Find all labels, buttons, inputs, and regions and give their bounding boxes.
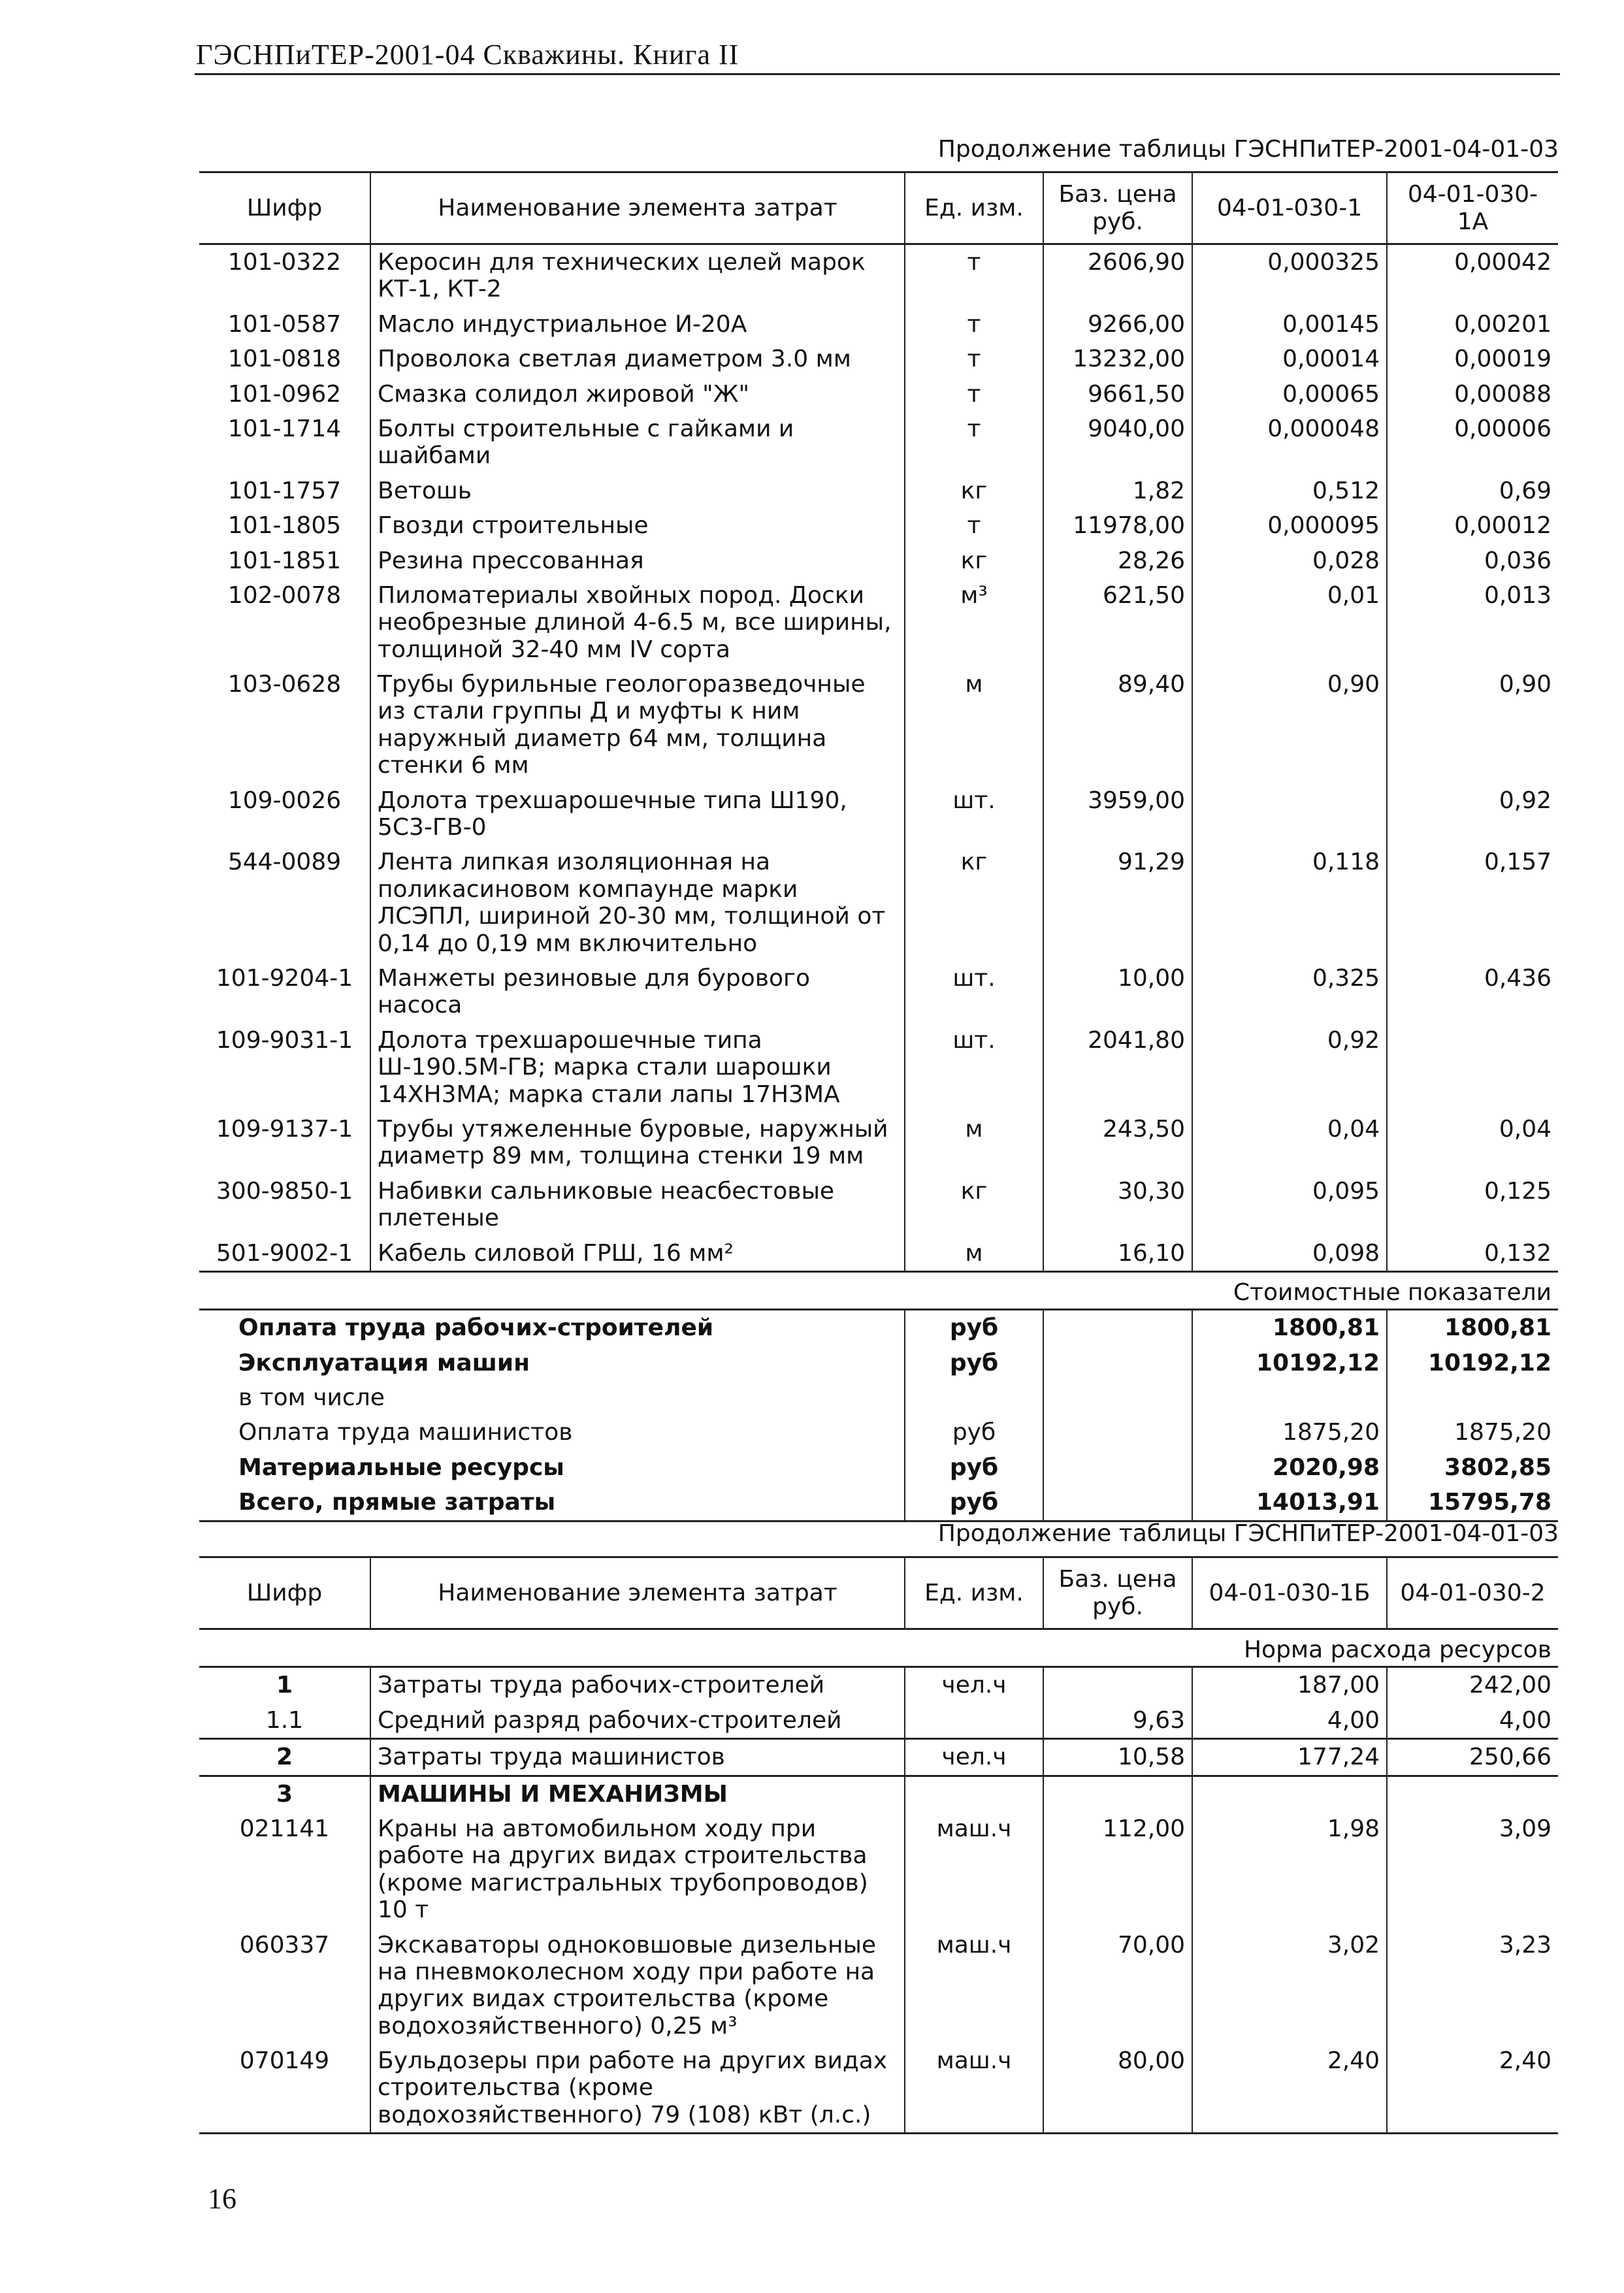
cost-value-1 xyxy=(1192,1380,1387,1415)
row-price: 243,50 xyxy=(1043,1112,1192,1174)
row-norm-2: 0,036 xyxy=(1387,544,1558,578)
cost-value-2: 1800,81 xyxy=(1387,1310,1558,1346)
row-norm-1: 0,095 xyxy=(1192,1174,1387,1236)
row-norm-2: 3,09 xyxy=(1387,1812,1558,1928)
row-code: 101-9204-1 xyxy=(216,964,353,992)
row-unit: т xyxy=(905,377,1043,412)
row-name: Трубы бурильные геологоразведочные из стали группы Д и муфты к ним наружный диаметр 64 мм, толщина стенки 6 мм xyxy=(370,667,905,783)
row-price: 2606,90 xyxy=(1043,244,1192,307)
row-name: МАШИНЫ И МЕХАНИЗМЫ xyxy=(370,1776,905,1812)
cost-unit: руб xyxy=(905,1415,1043,1450)
cost-price-empty xyxy=(1043,1485,1192,1521)
row-norm-2 xyxy=(1387,1023,1558,1112)
row-code: 103-0628 xyxy=(227,671,342,698)
table-row xyxy=(199,474,1558,508)
row-name: Резина прессованная xyxy=(370,544,905,578)
cost-value-1: 1875,20 xyxy=(1192,1415,1387,1450)
table1-header-row xyxy=(199,172,1558,244)
row-price: 112,00 xyxy=(1043,1812,1192,1928)
col-unit: Ед. изм. xyxy=(905,172,1043,244)
row-unit: т xyxy=(905,412,1043,474)
row-name: Набивки сальниковые неасбестовые плетеные xyxy=(370,1174,905,1236)
table-row xyxy=(199,1667,1558,1703)
cost-value-2 xyxy=(1387,1380,1558,1415)
row-norm-2: 0,00088 xyxy=(1387,377,1558,412)
row-name: Затраты труда машинистов xyxy=(370,1739,905,1776)
row-unit: т xyxy=(905,342,1043,376)
row-unit: м³ xyxy=(905,578,1043,667)
table-row xyxy=(199,1023,1558,1112)
row-norm-1: 0,028 xyxy=(1192,544,1387,578)
table-row xyxy=(199,578,1558,667)
cost-unit: руб xyxy=(905,1310,1043,1346)
table-row xyxy=(199,1174,1558,1236)
table-row xyxy=(199,783,1558,845)
row-unit: шт. xyxy=(905,783,1043,845)
cost-row xyxy=(199,1485,1558,1521)
row-code: 070149 xyxy=(239,2047,330,2075)
row-unit: маш.ч xyxy=(905,1812,1043,1928)
row-code: 101-0587 xyxy=(227,310,342,338)
col-norm-2: 04-01-030-2 xyxy=(1387,1557,1558,1629)
row-unit: чел.ч xyxy=(905,1739,1043,1776)
row-norm-1: 0,000095 xyxy=(1192,508,1387,543)
col-price: Баз. цена руб. xyxy=(1043,172,1192,244)
row-name: Ветошь xyxy=(370,474,905,508)
row-code: 060337 xyxy=(239,1931,330,1959)
row-unit: маш.ч xyxy=(905,1928,1043,2044)
row-norm-2: 0,00006 xyxy=(1387,412,1558,474)
row-name: Трубы утяжеленные буровые, наружный диаметр 89 мм, толщина стенки 19 мм xyxy=(370,1112,905,1174)
row-code: 101-0818 xyxy=(227,346,342,373)
row-norm-1: 0,90 xyxy=(1192,667,1387,783)
row-code: 3 xyxy=(276,1780,293,1808)
row-norm-1: 0,92 xyxy=(1192,1023,1387,1112)
cost-row xyxy=(199,1380,1558,1415)
resources-table-2 xyxy=(199,1556,1558,2134)
row-unit: м xyxy=(905,667,1043,783)
cost-unit: руб xyxy=(905,1346,1043,1380)
row-code: 109-0026 xyxy=(227,787,342,814)
table2-body xyxy=(199,1667,1558,2134)
row-norm-2: 0,013 xyxy=(1387,578,1558,667)
cost-row xyxy=(199,1415,1558,1450)
row-unit: м xyxy=(905,1112,1043,1174)
cost-row xyxy=(199,1310,1558,1346)
row-norm-2: 0,125 xyxy=(1387,1174,1558,1236)
row-norm-1: 4,00 xyxy=(1192,1703,1387,1739)
row-code: 101-1805 xyxy=(227,512,342,540)
row-price: 80,00 xyxy=(1043,2043,1192,2134)
cost-value-1: 10192,12 xyxy=(1192,1346,1387,1380)
table-row xyxy=(199,1739,1558,1776)
row-price: 13232,00 xyxy=(1043,342,1192,376)
row-norm-1: 0,00065 xyxy=(1192,377,1387,412)
row-name: Долота трехшарошечные типа Ш-190.5М-ГВ; марка стали шарошки 14ХН3МА; марка стали лапы 17Н3МА xyxy=(370,1023,905,1112)
row-norm-2: 0,157 xyxy=(1387,845,1558,961)
row-unit: т xyxy=(905,307,1043,342)
row-norm-2: 0,00019 xyxy=(1387,342,1558,376)
row-unit: шт. xyxy=(905,961,1043,1023)
table-row xyxy=(199,961,1558,1023)
row-code: 101-1851 xyxy=(227,547,342,574)
row-norm-1: 177,24 xyxy=(1192,1739,1387,1776)
row-name: Керосин для технических целей марок КТ-1, КТ-2 xyxy=(370,244,905,307)
row-norm-1 xyxy=(1192,783,1387,845)
row-code: 102-0078 xyxy=(227,581,342,609)
row-price xyxy=(1043,1776,1192,1812)
table2-continuation-label: Продолжение таблицы ГЭСНПиТЕР-2001-04-01-03 xyxy=(937,1520,1559,1547)
row-price: 10,00 xyxy=(1043,961,1192,1023)
row-unit: шт. xyxy=(905,1023,1043,1112)
row-code: 1.1 xyxy=(265,1706,304,1734)
col-unit: Ед. изм. xyxy=(905,1557,1043,1629)
row-price: 30,30 xyxy=(1043,1174,1192,1236)
row-price: 9266,00 xyxy=(1043,307,1192,342)
table-row xyxy=(199,342,1558,376)
row-norm-1: 3,02 xyxy=(1192,1928,1387,2044)
row-unit xyxy=(905,1776,1043,1812)
row-code: 300-9850-1 xyxy=(216,1177,353,1205)
header-rule xyxy=(195,73,1560,75)
cost-unit: руб xyxy=(905,1450,1043,1485)
page-header: ГЭСНПиТЕР-2001-04 Скважины. Книга II xyxy=(196,39,739,71)
row-name: Болты строительные с гайками и шайбами xyxy=(370,412,905,474)
row-price: 9,63 xyxy=(1043,1703,1192,1739)
row-code: 021141 xyxy=(239,1815,330,1842)
row-code: 1 xyxy=(276,1672,293,1699)
row-norm-1: 187,00 xyxy=(1192,1667,1387,1703)
row-price: 11978,00 xyxy=(1043,508,1192,543)
row-norm-2: 4,00 xyxy=(1387,1703,1558,1739)
table-row xyxy=(199,667,1558,783)
row-unit: кг xyxy=(905,544,1043,578)
row-price: 1,82 xyxy=(1043,474,1192,508)
row-unit xyxy=(905,1703,1043,1739)
cost-value-1: 1800,81 xyxy=(1192,1310,1387,1346)
col-name: Наименование элемента затрат xyxy=(370,172,905,244)
col-code: Шифр xyxy=(246,194,323,221)
table-row xyxy=(199,412,1558,474)
cost-price-empty xyxy=(1043,1310,1192,1346)
row-code: 501-9002-1 xyxy=(216,1239,353,1267)
norm-band-label: Норма расхода ресурсов xyxy=(1243,1636,1551,1663)
row-unit: маш.ч xyxy=(905,2043,1043,2134)
col-norm-2: 04-01-030-1А xyxy=(1387,172,1558,244)
cost-band-label: Стоимостные показатели xyxy=(1233,1278,1551,1306)
row-price: 91,29 xyxy=(1043,845,1192,961)
row-norm-2: 0,90 xyxy=(1387,667,1558,783)
row-price: 3959,00 xyxy=(1043,783,1192,845)
cost-price-empty xyxy=(1043,1415,1192,1450)
cost-row xyxy=(199,1346,1558,1380)
row-norm-1: 0,01 xyxy=(1192,578,1387,667)
row-code: 544-0089 xyxy=(227,849,342,876)
norm-band-row xyxy=(199,1629,1558,1667)
row-norm-1: 1,98 xyxy=(1192,1812,1387,1928)
cost-value-2: 1875,20 xyxy=(1387,1415,1558,1450)
cost-name: Материальные ресурсы xyxy=(238,1454,564,1481)
row-norm-1 xyxy=(1192,1776,1387,1812)
col-norm-1: 04-01-030-1Б xyxy=(1192,1557,1387,1629)
row-norm-1: 0,098 xyxy=(1192,1236,1387,1272)
row-name: Затраты труда рабочих-строителей xyxy=(370,1667,905,1703)
row-name: Долота трехшарошечные типа Ш190, 5С3-ГВ-0 xyxy=(370,783,905,845)
row-name: Экскаваторы одноковшовые дизельные на пневмоколесном ходу при работе на других видах строительства (кроме водохозяйственного) 0,25 м³ xyxy=(370,1928,905,2044)
cost-name: Всего, прямые затраты xyxy=(238,1489,556,1516)
row-name: Проволока светлая диаметром 3.0 мм xyxy=(370,342,905,376)
cost-price-empty xyxy=(1043,1346,1192,1380)
row-price: 28,26 xyxy=(1043,544,1192,578)
row-unit: кг xyxy=(905,1174,1043,1236)
row-norm-2: 242,00 xyxy=(1387,1667,1558,1703)
table-row xyxy=(199,1928,1558,2044)
row-name: Лента липкая изоляционная на поликасиновом компаунде марки ЛСЭПЛ, шириной 20-30 мм, толщиной от 0,14 до 0,19 мм включительно xyxy=(370,845,905,961)
row-norm-2: 0,00201 xyxy=(1387,307,1558,342)
row-price: 621,50 xyxy=(1043,578,1192,667)
table2-band xyxy=(199,1629,1558,1667)
cost-price-empty xyxy=(1043,1450,1192,1485)
row-norm-2: 0,04 xyxy=(1387,1112,1558,1174)
table-row xyxy=(199,544,1558,578)
row-unit: т xyxy=(905,244,1043,307)
row-code: 109-9137-1 xyxy=(216,1115,353,1143)
row-name: Гвозди строительные xyxy=(370,508,905,543)
table1-body xyxy=(199,244,1558,1272)
row-unit: м xyxy=(905,1236,1043,1272)
cost-name: Оплата труда рабочих-строителей xyxy=(238,1314,714,1342)
row-price: 9040,00 xyxy=(1043,412,1192,474)
row-norm-1: 2,40 xyxy=(1192,2043,1387,2134)
row-norm-1: 0,00145 xyxy=(1192,307,1387,342)
cost-unit xyxy=(905,1380,1043,1415)
row-norm-2: 0,00042 xyxy=(1387,244,1558,307)
cost-row xyxy=(199,1450,1558,1485)
row-price: 16,10 xyxy=(1043,1236,1192,1272)
cost-band-row xyxy=(199,1271,1558,1309)
row-norm-1: 0,04 xyxy=(1192,1112,1387,1174)
col-norm-1: 04-01-030-1 xyxy=(1192,172,1387,244)
cost-value-2: 15795,78 xyxy=(1387,1485,1558,1521)
row-name: Кабель силовой ГРШ, 16 мм² xyxy=(370,1236,905,1272)
row-name: Пиломатериалы хвойных пород. Доски необрезные длиной 4-6.5 м, все ширины, толщиной 32-40 мм IV сорта xyxy=(370,578,905,667)
row-norm-2: 0,00012 xyxy=(1387,508,1558,543)
row-norm-2: 0,132 xyxy=(1387,1236,1558,1272)
row-norm-2: 250,66 xyxy=(1387,1739,1558,1776)
row-price xyxy=(1043,1667,1192,1703)
row-norm-1: 0,118 xyxy=(1192,845,1387,961)
cost-value-2: 10192,12 xyxy=(1387,1346,1558,1380)
table-row xyxy=(199,244,1558,307)
cost-unit: руб xyxy=(905,1485,1043,1521)
row-unit: т xyxy=(905,508,1043,543)
row-price: 10,58 xyxy=(1043,1739,1192,1776)
col-code: Шифр xyxy=(246,1579,323,1606)
col-price: Баз. цена руб. xyxy=(1043,1557,1192,1629)
row-code: 101-0962 xyxy=(227,380,342,408)
row-price: 89,40 xyxy=(1043,667,1192,783)
row-unit: кг xyxy=(905,845,1043,961)
row-price: 70,00 xyxy=(1043,1928,1192,2044)
row-price: 9661,50 xyxy=(1043,377,1192,412)
row-norm-2: 3,23 xyxy=(1387,1928,1558,2044)
cost-name: в том числе xyxy=(238,1384,385,1412)
page-number: 16 xyxy=(208,2183,236,2215)
row-code: 101-1714 xyxy=(227,415,342,442)
row-name: Краны на автомобильном ходу при работе на других видах строительства (кроме магистральных трубопроводов) 10 т xyxy=(370,1812,905,1928)
row-code: 109-9031-1 xyxy=(216,1026,353,1054)
table-row xyxy=(199,845,1558,961)
table-row xyxy=(199,307,1558,342)
row-norm-2 xyxy=(1387,1776,1558,1812)
table-row xyxy=(199,1776,1558,1812)
cost-value-1: 14013,91 xyxy=(1192,1485,1387,1521)
row-code: 101-0322 xyxy=(227,249,342,276)
row-norm-1: 0,000048 xyxy=(1192,412,1387,474)
row-norm-2: 0,69 xyxy=(1387,474,1558,508)
row-unit: чел.ч xyxy=(905,1667,1043,1703)
row-norm-2: 0,436 xyxy=(1387,961,1558,1023)
row-name: Смазка солидол жировой "Ж" xyxy=(370,377,905,412)
table-row xyxy=(199,1236,1558,1272)
row-norm-1: 0,00014 xyxy=(1192,342,1387,376)
table-row xyxy=(199,1703,1558,1739)
cost-name: Эксплуатация машин xyxy=(238,1349,530,1376)
row-unit: кг xyxy=(905,474,1043,508)
row-norm-2: 0,92 xyxy=(1387,783,1558,845)
table2-header-row xyxy=(199,1557,1558,1629)
row-name: Масло индустриальное И-20А xyxy=(370,307,905,342)
cost-price-empty xyxy=(1043,1380,1192,1415)
row-norm-1: 0,325 xyxy=(1192,961,1387,1023)
row-norm-1: 0,000325 xyxy=(1192,244,1387,307)
row-code: 101-1757 xyxy=(227,477,342,504)
table-row xyxy=(199,1112,1558,1174)
cost-value-2: 3802,85 xyxy=(1387,1450,1558,1485)
table-row xyxy=(199,508,1558,543)
table-row xyxy=(199,2043,1558,2134)
cost-name: Оплата труда машинистов xyxy=(238,1419,573,1446)
table1-costs xyxy=(199,1271,1558,1521)
row-name: Бульдозеры при работе на других видах строительства (кроме водохозяйственного) 79 (108) кВт (л.с.) xyxy=(370,2043,905,2134)
row-name: Средний разряд рабочих-строителей xyxy=(370,1703,905,1739)
table-row xyxy=(199,1812,1558,1928)
row-price: 2041,80 xyxy=(1043,1023,1192,1112)
row-code: 2 xyxy=(276,1744,293,1771)
resources-table-1 xyxy=(199,171,1558,1522)
cost-value-1: 2020,98 xyxy=(1192,1450,1387,1485)
row-norm-2: 2,40 xyxy=(1387,2043,1558,2134)
table1-continuation-label: Продолжение таблицы ГЭСНПиТЕР-2001-04-01-03 xyxy=(937,136,1559,163)
table-row xyxy=(199,377,1558,412)
col-name: Наименование элемента затрат xyxy=(370,1557,905,1629)
row-name: Манжеты резиновые для бурового насоса xyxy=(370,961,905,1023)
row-norm-1: 0,512 xyxy=(1192,474,1387,508)
